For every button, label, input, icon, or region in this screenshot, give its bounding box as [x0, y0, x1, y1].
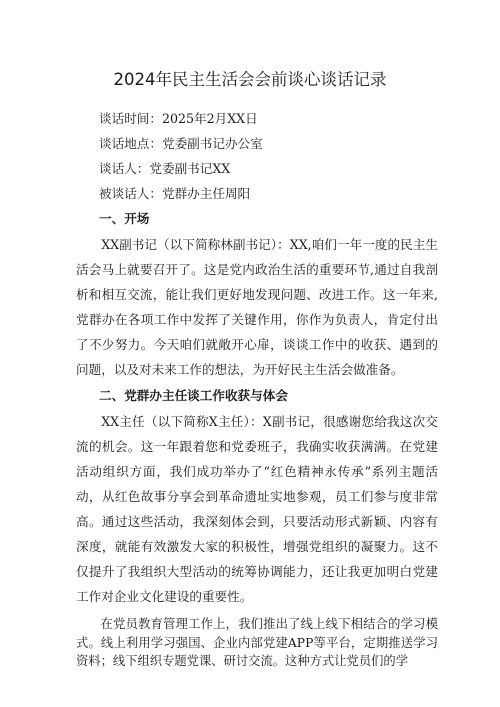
meta-talk-location: 谈话地点：党委副书记办公室 — [99, 136, 263, 151]
harvest-paragraph-1: XX主任（以下简称X主任）：X副书记，很感谢您给我这次交流的机会。这一年跟着您和党委班子，我确实收获满满。在党建活动组织方面，我们成功举办了“红色精神永传承”系列主题活动，从红色故事分享会到革命遗址实地参观，员工们参与度非常高。通过这些活动，我深刻体会到，只要活动形式新颖、内容有深度，就能有效激发大家的积极性，增强党组织的凝聚力。这不仅提升了我组织大型活动的统筹协调能力，还让我更加明白党建工作对企业文化建设的重要性。 — [76, 413, 438, 605]
section-heading-opening: 一、开场 — [99, 211, 150, 226]
section-heading-harvest: 二、党群办主任谈工作收获与体会 — [99, 387, 288, 403]
meta-talk-time: 谈话时间：2025年2月XX日 — [99, 111, 258, 126]
harvest-paragraph-2: 在党员教育管理工作上，我们推出了线上线下相结合的学习模式。线上利用学习强国、企业内部党建APP等平台，定期推送学习资料；线下组织专题党课、研讨交流。这种方式让党员们的学 — [76, 617, 438, 668]
opening-paragraph: XX副书记（以下简称林副书记）：XX,咱们一年一度的民主生活会马上就要召开了。这是党内政治生活的重要环节,通过自我剖析和相互交流，能让我们更好地发现问题、改进工作。这一年来,党群办在各项工作中发挥了关键作用，你作为负责人，肯定付出了不少努力。今天咱们就敞开心扉，谈谈工作中的收获、遇到的问题，以及对未来工作的想法，为开好民主生活会做准备。 — [76, 237, 438, 378]
document-title: 2024年民主生活会会前谈心谈话记录 — [113, 70, 387, 89]
meta-talker: 谈话人：党委副书记XX — [99, 161, 231, 176]
meta-interviewee: 被谈话人：党群办主任周阳 — [99, 186, 251, 201]
meta-block — [76, 106, 438, 206]
